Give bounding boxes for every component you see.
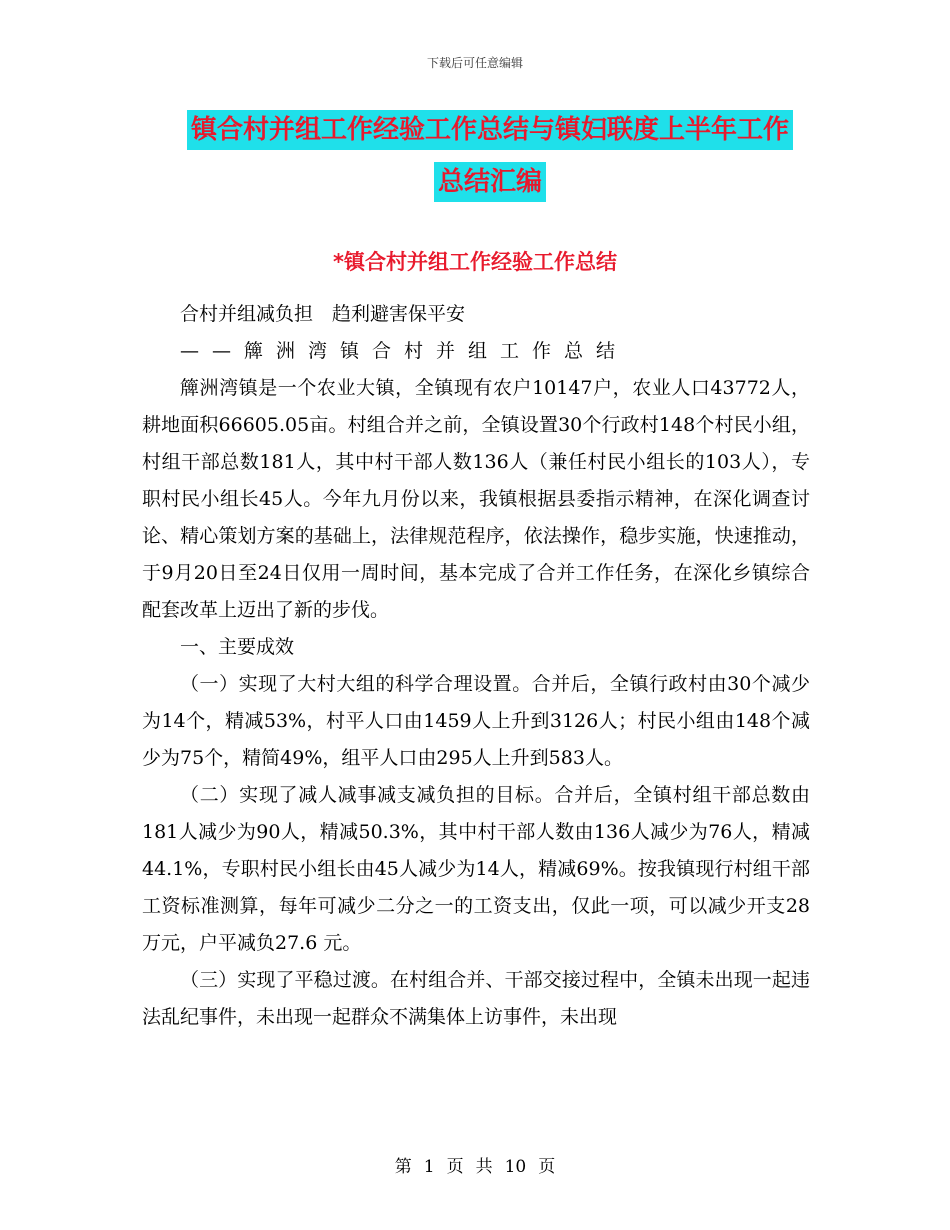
- footer-total-pages: 10: [504, 1157, 527, 1177]
- document-body: [142, 296, 810, 1036]
- footer-page-label: 第: [394, 1157, 412, 1177]
- paragraph-intro: 簰洲湾镇是一个农业大镇，全镇现有农户10147户，农业人口43772人，耕地面积66605.05亩。村组合并之前，全镇设置30个行政村148个村民小组，村组干部总数181人，其中村干部人数136人（兼任村民小组长的103人），专职村民小组长45人。今年九月份以来，我镇根据县委指示精神，在深化调查讨论、精心策划方案的基础上，法律规范程序，依法操作，稳步实施，快速推动，于9月20日至24日仅用一周时间，基本完成了合并工作任务，在深化乡镇综合配套改革上迈出了新的步伐。: [142, 377, 810, 621]
- section-subtitle: *镇合村并组工作经验工作总结: [333, 250, 617, 274]
- paragraph-result-3: （三）实现了平稳过渡。在村组合并、干部交接过程中，全镇未出现一起违法乱纪事件，未出现一起群众不满集体上访事件，未出现: [142, 969, 810, 1028]
- footer-total-label: 共: [475, 1157, 493, 1177]
- page-footer: [0, 1152, 950, 1177]
- footer-page-unit: 页: [446, 1157, 464, 1177]
- paragraph-result-1: （一）实现了大村大组的科学合理设置。合并后，全镇行政村由30个减少为14个，精减53%，村平人口由1459人上升到3126人；村民小组由148个减少为75个，精简49%，组平人口由295人上升到583人。: [142, 673, 810, 769]
- paragraph-result-2: （二）实现了减人减事减支减负担的目标。合并后，全镇村组干部总数由181人减少为90人，精减50.3%，其中村干部人数由136人减少为76人，精减44.1%，专职村民小组长由45人减少为14人，精减69%。按我镇现行村组干部工资标准测算，每年可减少二分之一的工资支出，仅此一项，可以减少开支28万元，户平减负27.6 元。: [142, 784, 810, 954]
- paragraph-heading-main-results: 一、主要成效: [180, 636, 295, 658]
- document-title: [140, 110, 840, 202]
- footer-page-number: 1: [423, 1157, 435, 1177]
- paragraph-byline: ——簰洲湾镇合村并组工作总结: [180, 340, 629, 362]
- footer-total-unit: 页: [538, 1157, 556, 1177]
- title-line-2: 总结汇编: [434, 162, 546, 202]
- header-note: 下载后可任意编辑: [426, 56, 523, 70]
- paragraph-slogan: 合村并组减负担 趋利避害保平安: [180, 303, 466, 325]
- title-line-1: 镇合村并组工作经验工作总结与镇妇联度上半年工作: [187, 110, 793, 150]
